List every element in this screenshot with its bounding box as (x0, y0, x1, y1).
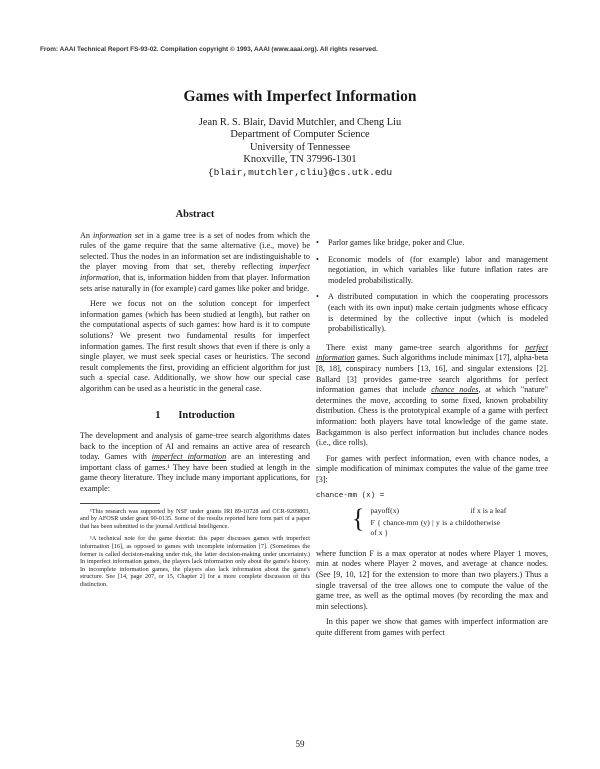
author-block (0, 117, 600, 179)
equation-cases (352, 506, 548, 539)
equation-condition-2: otherwise (470, 517, 501, 527)
paper-title: Games with Imperfect Information (183, 88, 417, 105)
right-column (316, 238, 548, 644)
intro-heading: 1 Introduction (155, 409, 235, 421)
equation-condition-1: if x is a leaf (470, 506, 507, 516)
university: University of Tennessee (249, 141, 351, 153)
right-paragraph-1: There exist many game-tree search algorithms for perfect information games. Such algorithms include minimax [17], alpha-beta [8, 18], conspiracy numbers [13, 16], and singular extensions [2]. Ballard [3] provides game-tree search algorithms for perfect information games that include chance nodes, at which "nature" determines the move, according to some fixed, known probability distribution. Chess is the prototypical example of a game with perfect information: both players have total knowledge of the game state. Backgammon is also perfect information but includes chance nodes (i.e., dice rolls). (316, 342, 549, 448)
application-list (316, 238, 548, 335)
footnote-2: ¹A technical note for the game theorist: this paper discusses games with imperfect information [16], as opposed to games with incomplete information [7]. (Sometimes the former is called decision-making under risk, the latter decision-making under uncertainty.) In imperfect information games, the players lack information only about the game's history. In incomplete information games, the players also lack information about the game's structure. See [14, page 207, or 15, Chapter 2] for a more complete discussion of this distinction. (80, 535, 310, 588)
location: Knoxville, TN 37996-1301 (243, 154, 357, 166)
author-names: Jean R. S. Blair, David Mutchler, and Cheng Liu (198, 117, 402, 128)
abstract-heading: Abstract (175, 209, 215, 220)
list-item: • A distributed computation in which the cooperating processors (each with its own input) make certain judgments whose efficacy is determined by the collective input (which is modeled probabilistically). (316, 292, 548, 334)
left-column (80, 210, 310, 594)
page-number: 59 (295, 739, 305, 749)
list-item: • Economic models of (for example) labor and management negotiation, in which variables like future inflation rates are modeled probabilistically. (316, 255, 548, 287)
footnote-1: ¹This research was supported by NSF under grants IRI 89-10728 and CCR-9209803, and by AFOSR under grant 90-0135. Some of the results reported here form part of a paper that has been submitted to the journal Artificial Intelligence. (80, 507, 310, 530)
right-paragraph-2: For games with perfect information, even with chance nodes, a simple modification of minimax computes the value of the game tree [3]: (316, 453, 548, 484)
list-item: • Parlor games like bridge, poker and Clue. (316, 238, 548, 249)
chance-minimax-equation (316, 491, 548, 538)
right-paragraph-3: where function F is a max operator at nodes where Player 1 moves, min at nodes where Player 2 moves, and average at chance nodes. (See [9, 10, 12] for the extension to more than two players.) Thus a single traversal of the tree allows one to compute the value of the game tree, as well as the optimal moves (by recording the max and min selections). (316, 548, 548, 611)
copyright-header: From: AAAI Technical Report FS-93-02. Compilation copyright © 1993, AAAI (www.aaai.org). All rights reserved. (40, 46, 378, 53)
equation-lhs: chance-mm (x) = (316, 492, 385, 501)
right-paragraph-4: In this paper we show that games with imperfect information are quite different from games with perfect (316, 617, 548, 637)
abstract-paragraph-1: An information set in a game tree is a set of nodes from which the rules of the game require that the same alternative (i.e., move) be selected. Thus the nodes in an information set are indistinguishable to the player moving from that set, thereby reflecting imperfect information, that is, information hidden from that player. Information sets arise naturally in (for example) card games like poker and bridge. (80, 230, 311, 293)
equation-case-2: F { chance-mm (y) | y is a child of x } (370, 517, 471, 538)
intro-paragraph-1: The development and analysis of game-tree search algorithms dates back to the inception of AI and remains an active area of research today. Games with imperfect information are an interesting and important class of games.¹ They have been studied at length in the game theory literature. They include many important applications, for example: (80, 431, 310, 494)
abstract-paragraph-2: Here we focus not on the solution concept for imperfect information games (which has been studied at length), but rather on the computational aspects of such games: how hard is it to compute solutions? We present two fundamental results for imperfect information games. The first result shows that even if there is only a single player, we must seek special cases or heuristics. The second result complements the first, providing an efficient algorithm for just such a special case. Additionally, we show how our special case algorithm can be used as a heuristic in the general case. (80, 299, 310, 393)
department: Department of Computer Science (230, 129, 370, 141)
brace-icon: { (352, 504, 365, 534)
equation-case-1: payoff(x) (370, 506, 400, 516)
email: {blair,mutchler,cliu}@cs.utk.edu (207, 166, 393, 178)
